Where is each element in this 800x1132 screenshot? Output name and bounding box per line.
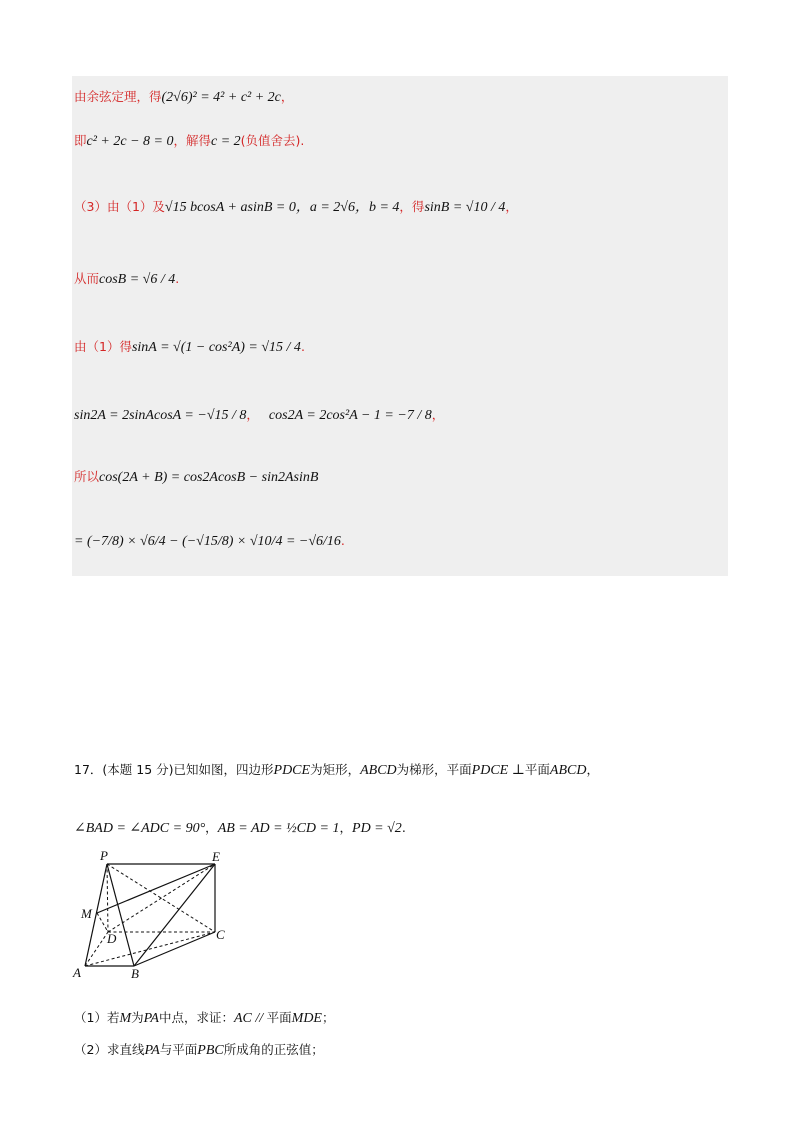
solution-line-7: 所以cos(2A + B) = cos2AcosB − sin2AsinB — [74, 469, 319, 485]
solution-line-6: sin2A = 2sinAcosA = −√15 / 8， cos2A = 2cos²A − 1 = −7 / 8， — [74, 407, 445, 423]
problem-17-conditions: ∠BAD = ∠ADC = 90°，AB = AD = ½CD = 1，PD = √2. — [74, 820, 406, 836]
solution-line-8: = (−7/8) × √6/4 − (−√15/8) × √10/4 = −√6/16. — [74, 533, 345, 549]
edge-PD — [107, 864, 108, 932]
solution-line-5: 由（1）得sinA = √(1 − cos²A) = √15 / 4. — [74, 339, 305, 355]
edge-PB — [107, 864, 134, 966]
solution-line-4: 从而cosB = √6 / 4. — [74, 271, 180, 287]
problem-17-statement: 17．(本题 15 分)已知如图，四边形PDCE为矩形，ABCD为梯形，平面PDCE ⊥平面ABCD， — [74, 762, 599, 778]
edge-BE — [134, 864, 215, 966]
label-M: M — [81, 906, 92, 921]
label-A: A — [73, 965, 81, 980]
label-P: P — [100, 848, 108, 863]
law-of-cosines-equation: (2√6)² = 4² + c² + 2c — [161, 90, 281, 105]
question-2: （2）求直线PA与平面PBC所成角的正弦值； — [74, 1042, 324, 1058]
label-D: D — [107, 931, 117, 946]
solution-line-2: 即c² + 2c − 8 = 0，解得c = 2(负值舍去). — [74, 133, 305, 149]
edge-MD — [97, 913, 108, 932]
label-E: E — [212, 849, 220, 864]
solid-geometry-figure — [70, 846, 240, 981]
edge-BC — [134, 932, 215, 966]
question-1: （1）若M为PA中点，求证：AC // 平面MDE； — [74, 1010, 335, 1026]
solution-line-3: （3）由（1）及√15 bcosA + asinB = 0，a = 2√6，b = 4，得sinB = √10 / 4， — [74, 199, 518, 215]
label-C: C — [216, 927, 225, 942]
solution-line-1: 由余弦定理，得(2√6)² = 4² + c² + 2c， — [74, 89, 294, 105]
edge-DE — [108, 864, 215, 932]
edge-ME — [97, 864, 215, 913]
label-B: B — [131, 966, 139, 981]
solution-box — [72, 76, 728, 576]
